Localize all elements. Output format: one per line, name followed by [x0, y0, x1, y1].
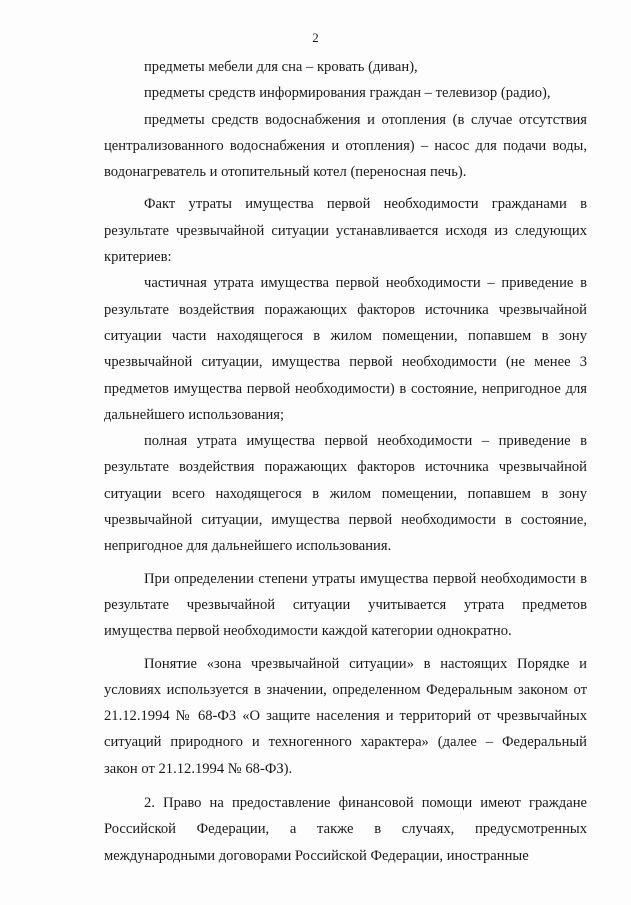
paragraph-emergency-zone: Понятие «зона чрезвычайной ситуации» в настоящих Порядке и условиях используется в значении, определенном Федеральным законом от 21.12.1994 № 68-ФЗ «О защите населения и территорий от чрезвычайных ситуаций природного и техногенного характера» (далее – Федеральный закон от 21.12.1994 № 68-ФЗ). [104, 655, 587, 777]
paragraph-right-to-assistance: 2. Право на предоставление финансовой помощи имеют граждане Российской Федерации, а также в случаях, предусмотренных международными договорами Российской Федерации, иностранные [104, 795, 587, 864]
paragraph-water-heating: предметы средств водоснабжения и отопления (в случае отсутствия централизованного водоснабжения и отопления) – насос для подачи воды, водонагреватель и отопительный котел (переносная печь). [104, 111, 587, 181]
paragraph-loss-degree: При определении степени утраты имущества первой необходимости в результате чрезвычайной ситуации учитывается утрата предметов имущества первой необходимости каждой категории однократно. [104, 570, 587, 640]
paragraph-full-loss: полная утрата имущества первой необходимости – приведение в результате воздействия поражающих факторов источника чрезвычайной ситуации всего находящегося в жилом помещении, попавшем в зону чрезвычайной ситуации, имущества первой необходимости в состояние, непригодное для дальнейшего использования. [104, 433, 587, 555]
paragraph-information-devices: предметы средств информирования граждан – телевизор (радио), [144, 85, 551, 102]
paragraph-loss-fact: Факт утраты имущества первой необходимости гражданами в результате чрезвычайной ситуации устанавливается исходя из следующих критериев: [104, 196, 587, 266]
paragraph-partial-loss: частичная утрата имущества первой необходимости – приведение в результате воздействия поражающих факторов источника чрезвычайной ситуации части находящегося в жилом помещении, попавшем в зону чрезвычайной ситуации, имущества первой необходимости (не менее 3 предметов имущества первой необходимости) в состояние, непригодное для дальнейшего использования; [104, 275, 587, 423]
document-body [104, 54, 587, 869]
paragraph-furniture: предметы мебели для сна – кровать (диван), [144, 59, 418, 75]
page-number: 2 [312, 30, 319, 45]
